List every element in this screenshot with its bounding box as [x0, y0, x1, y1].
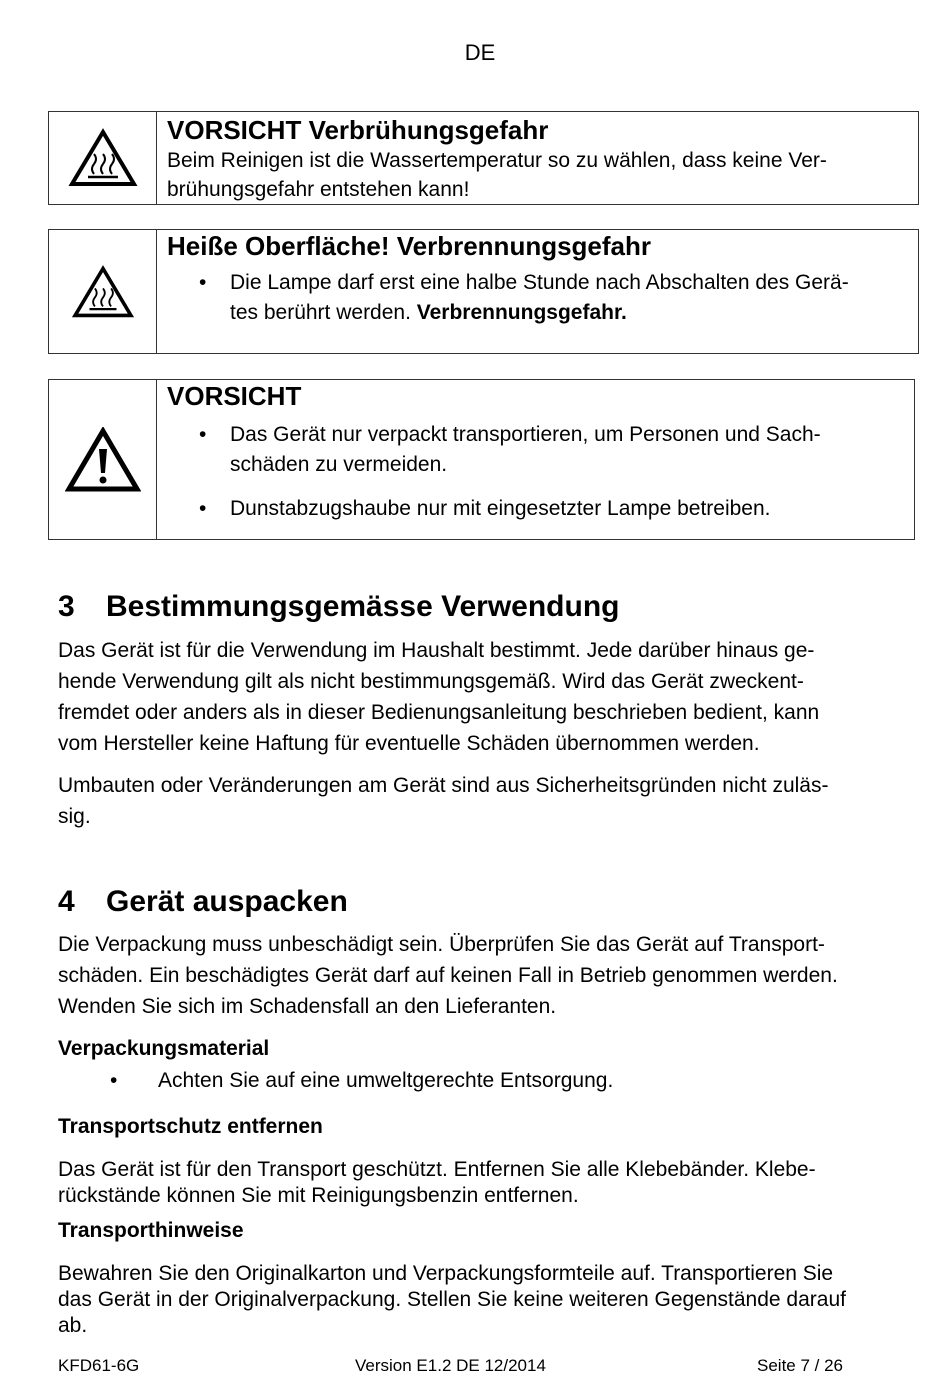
- footer-version: Version E1.2 DE 12/2014: [355, 1356, 546, 1375]
- warning-text: Beim Reinigen ist die Wassertemperatur so zu wählen, dass keine Ver- brühungsgefahr entstehen kann!: [167, 149, 827, 201]
- paragraph: Die Verpackung muss unbeschädigt sein. Überprüfen Sie das Gerät auf Transport- schäden. Ein beschädigtes Gerät darf auf keinen Fall in Betrieb genommen werden. Wenden Sie sich im Schadensfall an den Lieferanten.: [58, 933, 838, 1018]
- hot-surface-icon: [49, 230, 157, 353]
- subheading: Transportschutz entfernen: [58, 1115, 323, 1138]
- paragraph: Das Gerät ist für den Transport geschützt. Entfernen Sie alle Klebebänder. Klebe- rückstände können Sie mit Reinigungsbenzin entfernen.: [58, 1158, 816, 1207]
- subheading: Verpackungsmaterial: [58, 1037, 270, 1060]
- section-heading: [58, 885, 348, 919]
- bullet-text: Achten Sie auf eine umweltgerechte Entsorgung.: [158, 1069, 614, 1092]
- section-heading: [58, 590, 620, 624]
- section-number: 3: [58, 590, 75, 623]
- warning-title: VORSICHT: [167, 381, 302, 411]
- paragraph: Bewahren Sie den Originalkarton und Verpackungsformteile auf. Transportieren Sie das Gerät in der Originalverpackung. Stellen Sie keine weiteren Gegenstände darauf ab.: [58, 1262, 846, 1337]
- footer-page-number: Seite 7 / 26: [757, 1356, 844, 1375]
- hot-surface-icon: [49, 112, 157, 204]
- warning-bullet-text: Die Lampe darf erst eine halbe Stunde nach Abschalten des Gerä- tes berührt werden.: [230, 271, 849, 324]
- paragraph: Das Gerät ist für die Verwendung im Haushalt bestimmt. Jede darüber hinaus ge- hende Verwendung gilt als nicht bestimmungsgemäß. Wird das Gerät zweckent- fremdet oder anders als in dieser Bedienungsanleitung beschrieben bedient, kann vom Hersteller keine Haftung für eventuelle Schäden übernommen werden.: [58, 639, 820, 755]
- warning-box-caution: [48, 379, 915, 540]
- list-item: [167, 268, 908, 328]
- warning-box-hot-surface: [48, 229, 919, 354]
- section-number: 4: [58, 885, 75, 918]
- footer-model: KFD61-6G: [58, 1356, 140, 1375]
- paragraph: Umbauten oder Veränderungen am Gerät sind aus Sicherheitsgründen nicht zuläs- sig.: [58, 774, 829, 828]
- subheading: Transporthinweise: [58, 1219, 244, 1242]
- warning-bullet-bold: Verbrennungsgefahr.: [416, 301, 627, 324]
- warning-box-scald: [48, 111, 919, 205]
- list-item: • Das Gerät nur verpackt transportieren, um Personen und Sach- schäden zu vermeiden.: [167, 420, 904, 480]
- section-title: Gerät auspacken: [106, 885, 348, 918]
- warning-title: VORSICHT Verbrühungsgefahr: [167, 115, 549, 145]
- language-code: DE: [464, 40, 496, 65]
- warning-title: Heiße Oberfläche! Verbrennungsgefahr: [167, 231, 652, 261]
- exclamation-warning-icon: [49, 380, 157, 539]
- section-title: Bestimmungsgemässe Verwendung: [106, 590, 620, 623]
- list-item: • Dunstabzugshaube nur mit eingesetzter Lampe betreiben.: [167, 494, 904, 524]
- list-item: • Achten Sie auf eine umweltgerechte Entsorgung.: [110, 1069, 614, 1092]
